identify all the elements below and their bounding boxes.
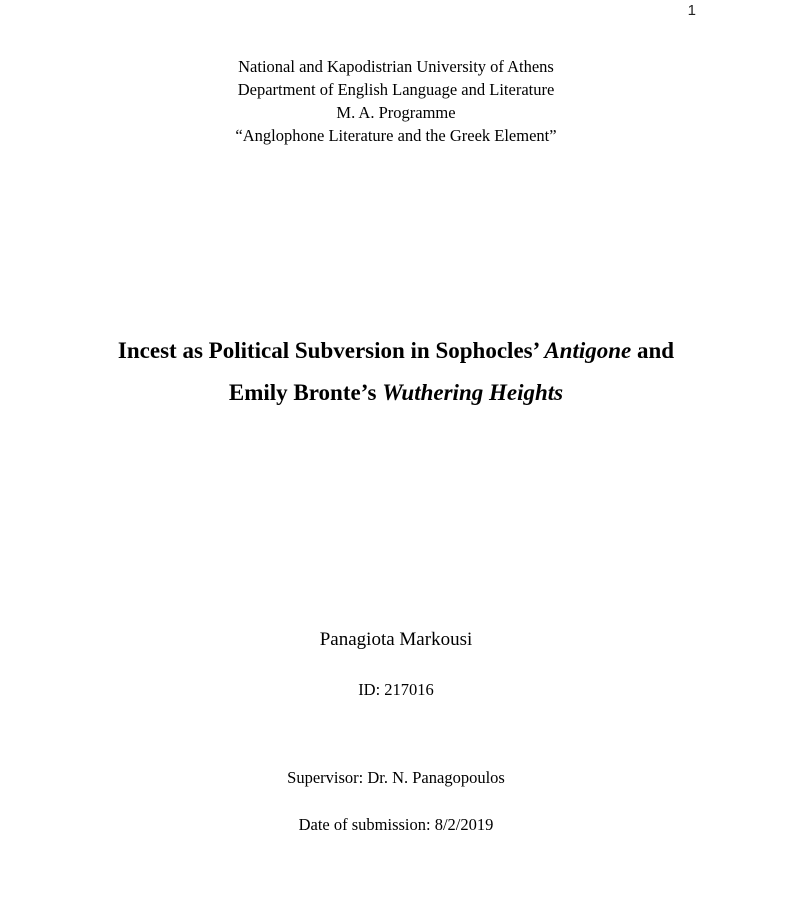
page-number: 1: [687, 2, 696, 19]
course-name: “Anglophone Literature and the Greek Element”: [235, 126, 557, 145]
student-id: ID: 217016: [358, 680, 434, 699]
title-line-1-end: and: [631, 338, 675, 363]
title-work-wuthering-heights: Wuthering Heights: [382, 380, 564, 405]
title-work-antigone: Antigone: [544, 338, 632, 363]
supervisor: Supervisor: Dr. N. Panagopoulos: [287, 768, 505, 787]
title-line-1-text: Incest as Political Subversion in Sophocles’: [117, 338, 545, 363]
submission-date: Date of submission: 8/2/2019: [298, 815, 494, 834]
title-line-1: [0, 330, 792, 372]
institution-header: [0, 55, 792, 147]
author-name: Panagiota Markousi: [319, 629, 473, 650]
department-name: Department of English Language and Literature: [237, 80, 555, 99]
title-line-2: [0, 372, 792, 414]
university-name: National and Kapodistrian University of Athens: [238, 57, 554, 76]
thesis-title: [0, 330, 792, 414]
title-line-2-text: Emily Bronte’s: [228, 380, 383, 405]
programme-name: M. A. Programme: [336, 103, 456, 122]
